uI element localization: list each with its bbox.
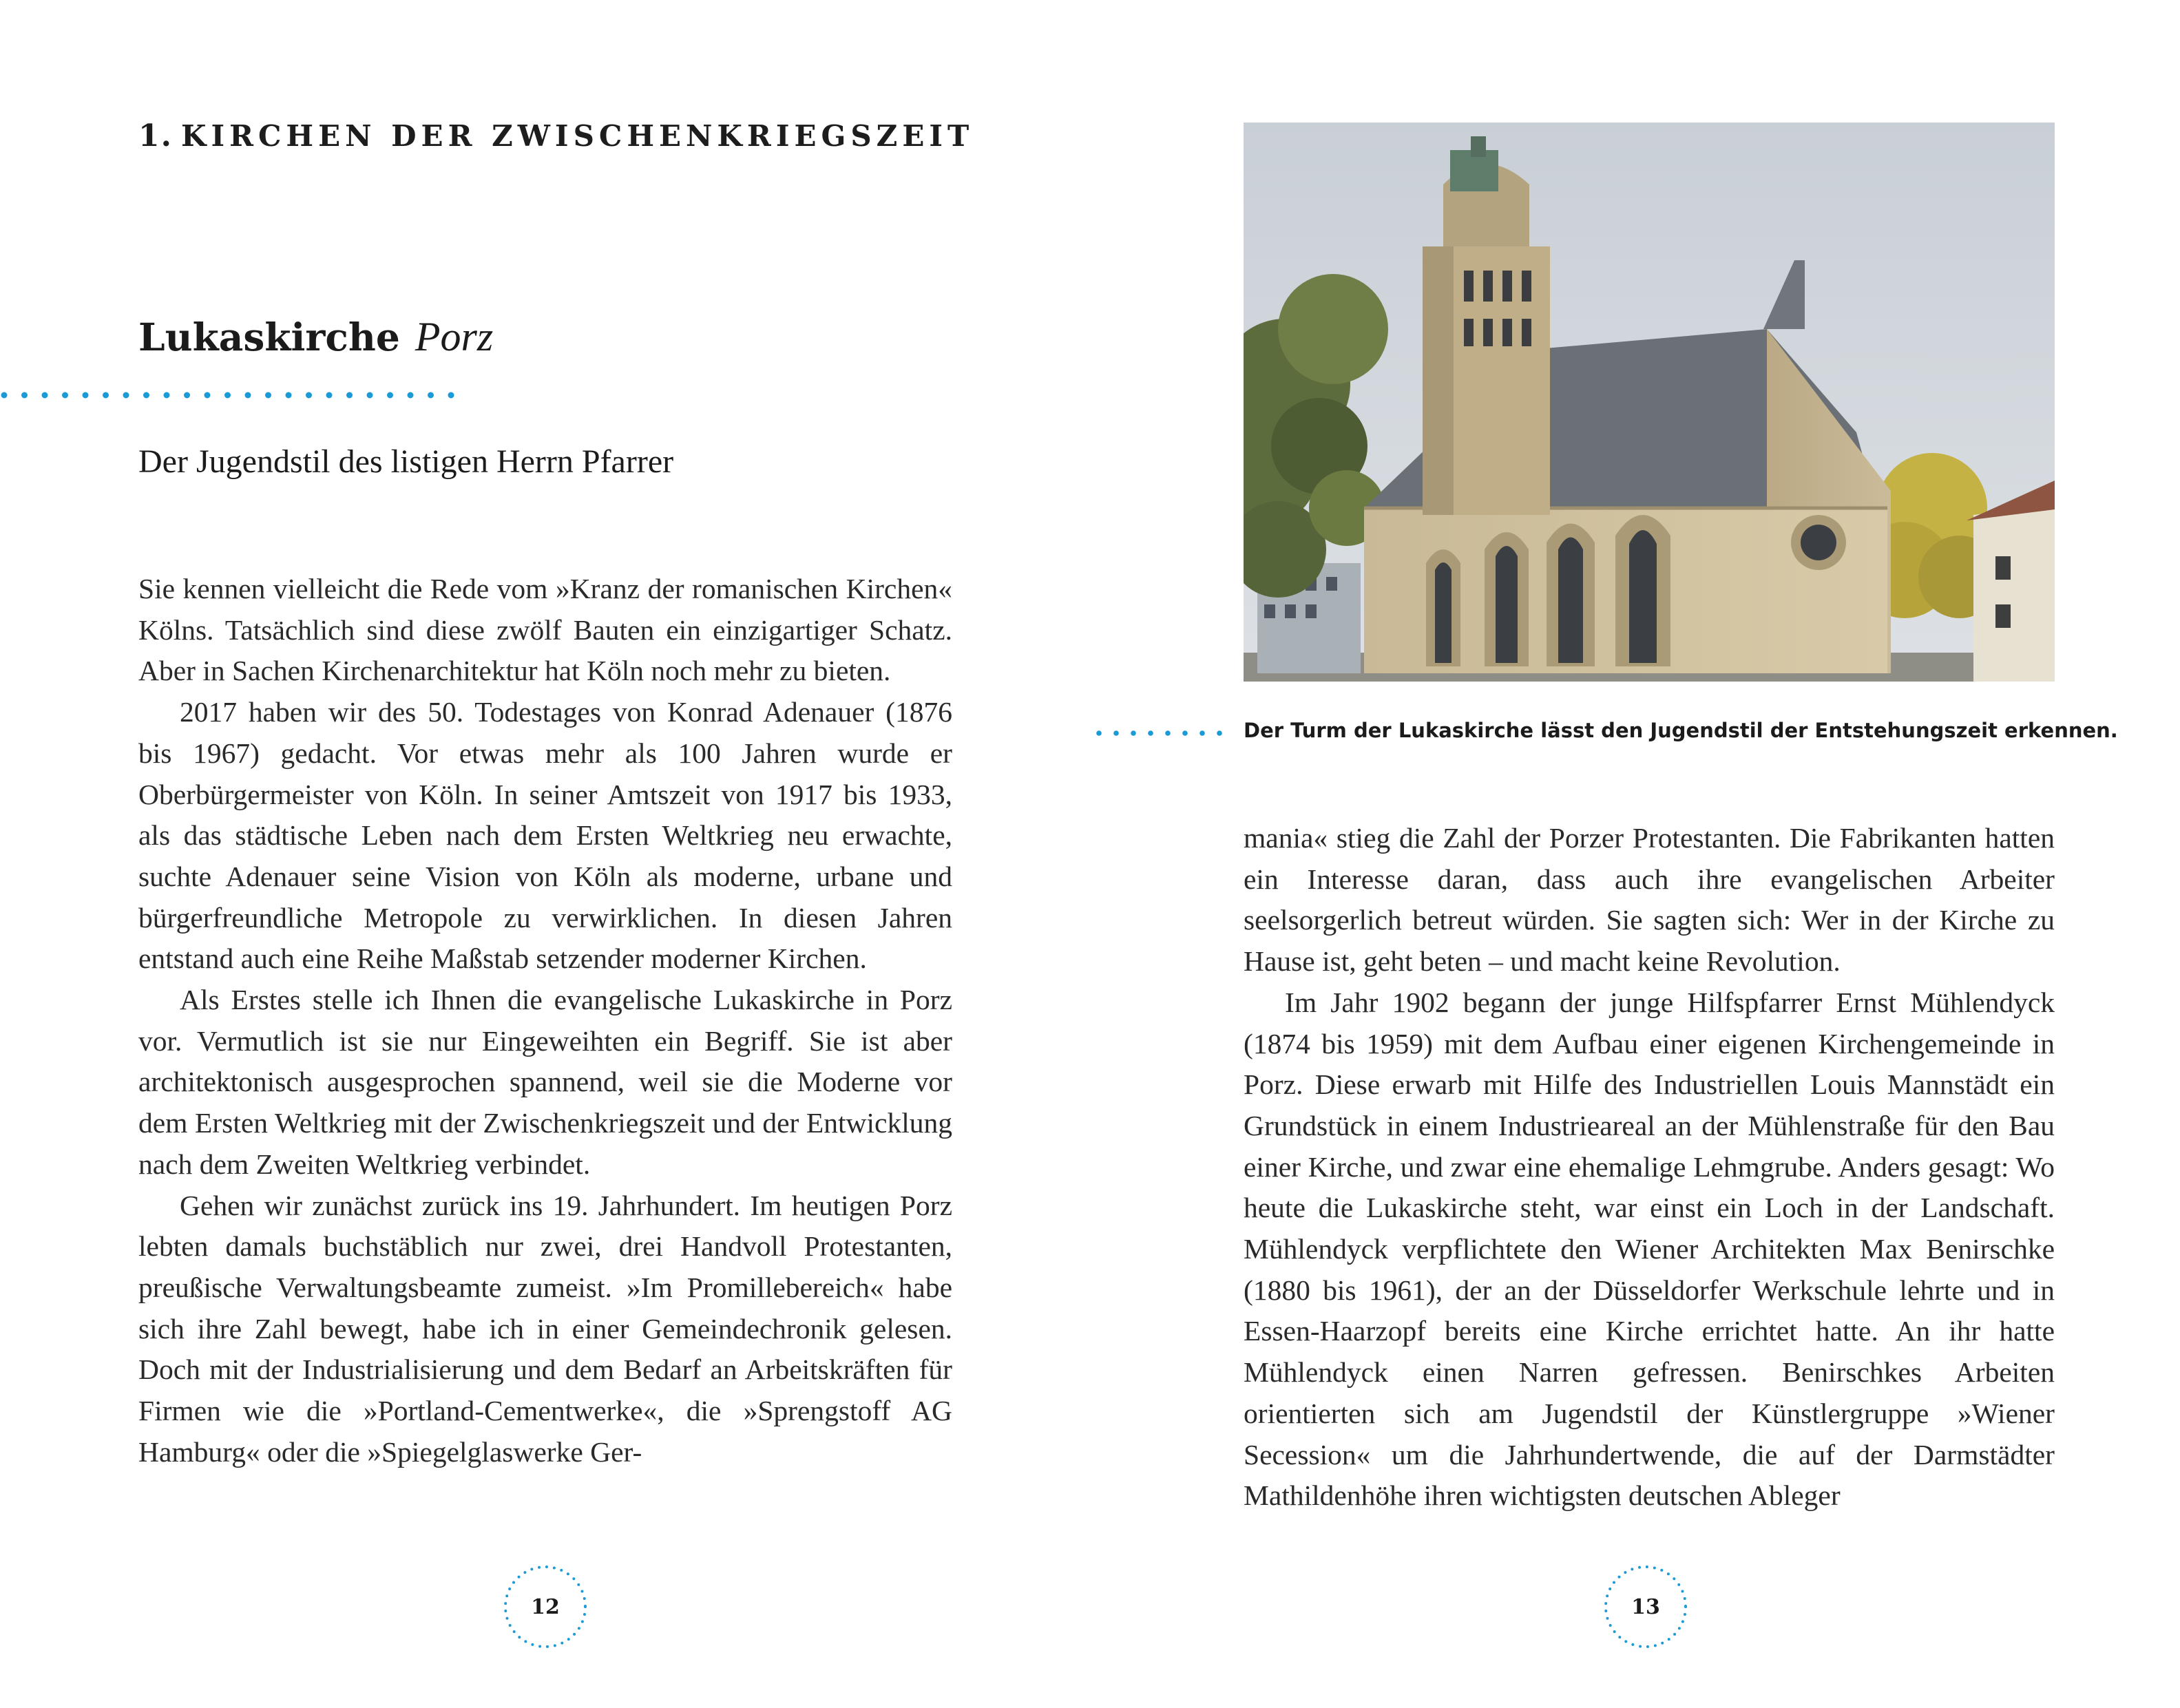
paragraph: mania« stieg die Zahl der Porzer Protestanten. Die Fabrikanten hatten ein Interesse daran, dass auch ihre evangelischen Arbeiter seelsorgerlich betreut würden. Sie sagten sich: Wer in der Kirche zu Hause ist, geht beten – und macht keine Revolution. bbox=[1244, 822, 2055, 978]
church-photo bbox=[1244, 123, 2055, 682]
paragraph: Im Jahr 1902 begann der junge Hilfspfarrer Ernst Mühlendyck (1874 bis 1959) mit dem Aufbau einer eigenen Kirchengemeinde in Porz. Diese erwarb mit Hilfe des Industriellen Louis Mannstädt ein Grundstück in einem Industrieareal an der Mühlenstraße für den Bau einer Kirche, und zwar eine ehemalige Lehmgrube. Anders gesagt: Wo heute die Lukaskirche steht, war einst ein Loch in der Landschaft. Mühlendyck verpflichtete den Wiener Architekten Max Benirschke (1880 bis 1961), der an der Düsseldorfer Werkschule lehrte und in Essen-Haarzopf bereits eine Kirche errichtet hatte. An ihr hatte Mühlendyck einen Narren gefressen. Benirschkes Arbeiten orientierten sich am Jugendstil der Künstlergruppe »Wiener Secession« um die Jahrhundertwende, die auf der Darmstädter Mathildenhöhe ihren wichtigsten deutschen Ableger bbox=[1244, 986, 2055, 1512]
right-text-column bbox=[1244, 818, 2055, 1517]
article-title-main: Lukaskirche bbox=[138, 315, 400, 359]
chapter-heading bbox=[138, 118, 974, 154]
page-number-label: 13 bbox=[1631, 1594, 1660, 1619]
paragraph: 2017 haben wir des 50. Todestages von Konrad Adenauer (1876 bis 1967) gedacht. Vor etwas mehr als 100 Jahren wurde er Oberbürgermeister von Köln. In seiner Amtszeit von 1917 bis 1933, als das städtische Leben nach dem Ersten Weltkrieg neu erwachte, suchte Adenauer seine Vision von Köln als moderne, urbane und bürgerfreundliche Metropole zu verwirklichen. In diesen Jahren entstand auch eine Reihe Maßstab setzender moderner Kirchen. bbox=[138, 696, 952, 975]
page-number-label: 12 bbox=[531, 1594, 560, 1619]
page-number-left bbox=[503, 1565, 587, 1649]
page-number-right bbox=[1604, 1565, 1688, 1649]
paragraph: Gehen wir zunächst zurück ins 19. Jahrhundert. Im heutigen Porz lebten damals buchstäblich nur zwei, drei Handvoll Protestanten, preußische Verwaltungsbeamte zumeist. »Im Promillebereich« habe sich ihre Zahl bewegt, habe ich in einer Gemeindechronik gelesen. Doch mit der Industrialisierung und dem Bedarf an Arbeitskräften für Firmen wie die »Portland-Cementwerke«, die »Sprengstoff AG Hamburg« oder die »Spiegelglaswerke Ger- bbox=[138, 1189, 952, 1468]
dotted-rule bbox=[0, 388, 475, 402]
article-title bbox=[138, 313, 493, 361]
chapter-number: 1. bbox=[138, 118, 173, 154]
caption-dots bbox=[1095, 728, 1233, 739]
chapter-title: KIRCHEN DER ZWISCHENKRIEGSZEIT bbox=[180, 119, 974, 153]
paragraph: Sie kennen vielleicht die Rede vom »Kranz der romanischen Kirchen« Kölns. Tatsächlich sind diese zwölf Bauten ein einzigartiger Schatz. Aber in Sachen Kirchenarchitektur hat Köln noch mehr zu bieten. bbox=[138, 573, 952, 687]
paragraph: Als Erstes stelle ich Ihnen die evangelische Lukaskirche in Porz vor. Vermutlich ist sie nur Eingeweihten ein Begriff. Sie ist aber architektonisch ausgesprochen spannend, weil sie die Moderne vor dem Ersten Weltkrieg mit der Zwischenkriegszeit und der Entwicklung nach dem Zweiten Weltkrieg verbindet. bbox=[138, 984, 952, 1180]
article-subtitle: Der Jugendstil des listigen Herrn Pfarrer bbox=[138, 443, 674, 480]
article-title-place: Porz bbox=[415, 314, 494, 359]
left-text-column bbox=[138, 569, 952, 1473]
figure-caption: Der Turm der Lukaskirche lässt den Jugendstil der Entstehungszeit erkennen. bbox=[1244, 719, 2118, 742]
